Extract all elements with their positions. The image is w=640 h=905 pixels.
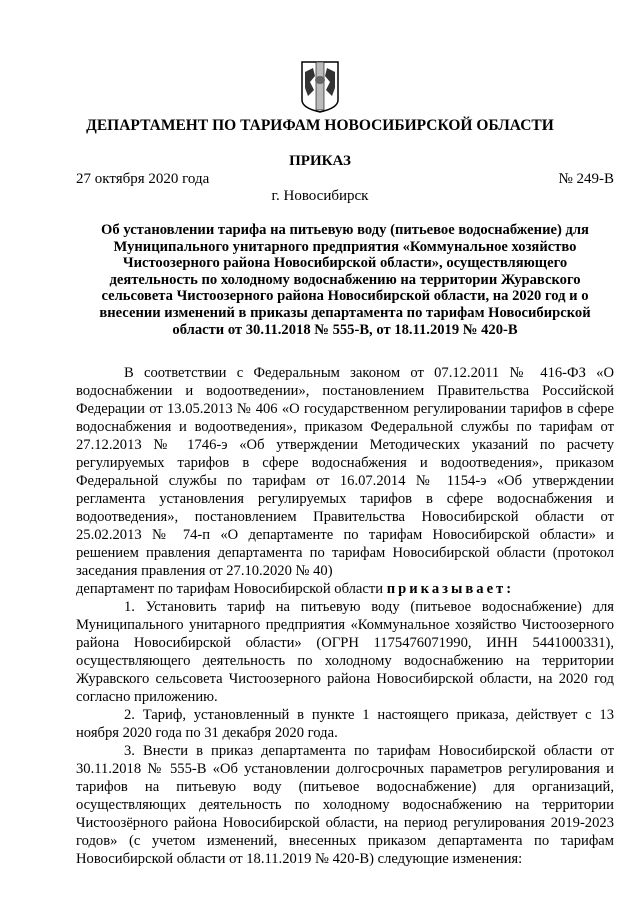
- resolve-prefix: департамент по тарифам Новосибирской области: [76, 581, 387, 597]
- order-item-2: 2. Тариф, установленный в пункте 1 настоящего приказа, действует с 13 ноября 2020 года по 31 декабря 2020 года.: [76, 707, 614, 741]
- document-body: [76, 364, 614, 868]
- department-name: ДЕПАРТАМЕНТ ПО ТАРИФАМ НОВОСИБИРСКОЙ ОБЛАСТИ: [86, 117, 554, 134]
- resolve-paragraph: [76, 580, 614, 598]
- document-number: № 249-В: [558, 171, 614, 187]
- preamble-paragraph: В соответствии с Федеральным законом от 07.12.2011 № 416-ФЗ «О водоснабжении и водоотведении», постановлением Правительства Российской Федерации от 13.05.2013 № 406 «О государственном регулировании тарифов в сфере водоснабжения и водоотведения», приказом Федеральной службы по тарифам от 27.12.2013 № 1746-э «Об утверждении Методических указаний по расчету регулируемых тарифов в сфере водоснабжения и водоотведения», приказом Федеральной службы по тарифам от 16.07.2014 № 1154-э «Об утверждении регламента установления регулируемых тарифов в сфере водоснабжения и водоотведения», постановлением Правительства Новосибирской области от 25.02.2013 № 74-п «О департаменте по тарифам Новосибирской области» и решением правления департамента по тарифам Новосибирской области (протокол заседания правления от 27.10.2020 № 40): [76, 365, 614, 579]
- coat-of-arms-emblem: [300, 60, 340, 114]
- document-date: 27 октября 2020 года: [76, 171, 210, 187]
- document-type: ПРИКАЗ: [289, 153, 351, 169]
- document-title: Об установлении тарифа на питьевую воду (питьевое водоснабжение) для Муниципального унитарного предприятия «Коммунальное хозяйство Чистоозерного района Новосибирской области», осуществляющего деятельность по холодному водоснабжению на территории Журавского сельсовета Чистоозерного района Новосибирской области, на 2020 год и о внесении изменений в приказы департамента по тарифам Новосибирской области от 30.11.2018 № 555-В, от 18.11.2019 № 420-В: [99, 222, 591, 338]
- resolve-word: приказывает:: [386, 581, 515, 597]
- order-item-1: 1. Установить тариф на питьевую воду (питьевое водоснабжение) для Муниципального унитарного предприятия «Коммунальное хозяйство Чистоозерного района Новосибирской области» (ОГРН 1175476071990, ИНН 5441000331), осуществляющего деятельность по холодному водоснабжению на территории Журавского сельсовета Чистоозерного района Новосибирской области, на 2020 год согласно приложению.: [76, 599, 614, 705]
- document-city: г. Новосибирск: [271, 188, 369, 204]
- order-item-3: 3. Внести в приказ департамента по тарифам Новосибирской области от 30.11.2018 № 555-В «Об установлении долгосрочных параметров регулирования и тарифов на питьевую воду (питьевое водоснабжение) для организаций, осуществляющих деятельность по холодному водоснабжению на территории Чистоозёрного района Новосибирской области, на период регулирования 2019-2023 годов» (с учетом изменений, внесенных приказом департамента по тарифам Новосибирской области от 18.11.2019 № 420-В) следующие изменения:: [76, 743, 614, 867]
